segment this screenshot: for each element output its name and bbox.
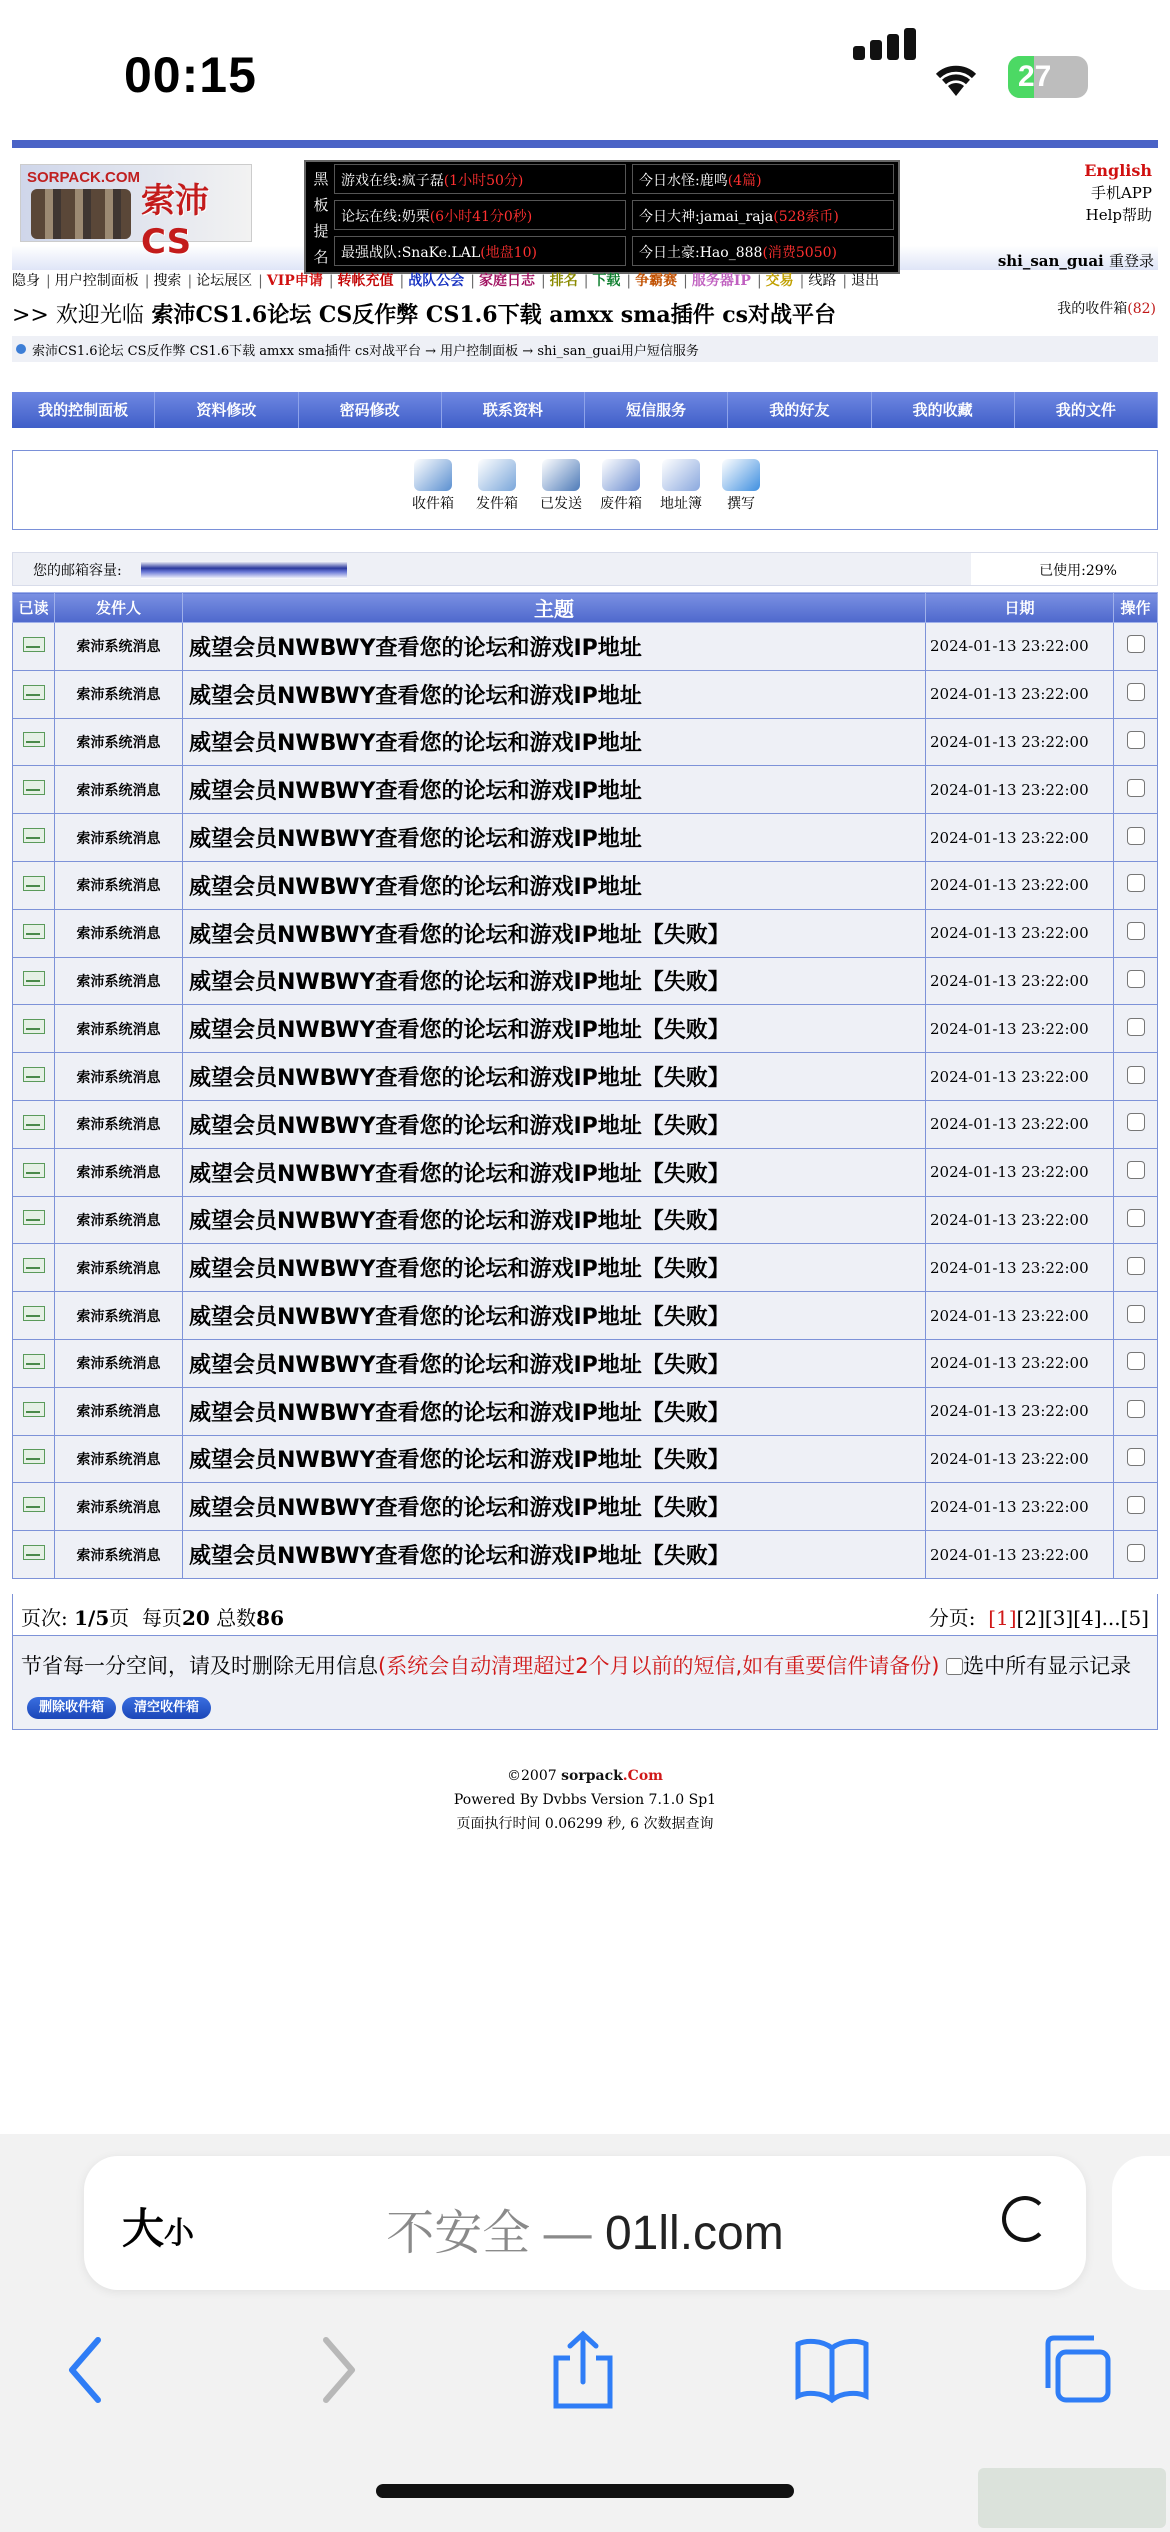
quota-bar bbox=[141, 561, 347, 579]
sender-cell[interactable]: 索沛系统消息 bbox=[55, 766, 183, 814]
row-checkbox[interactable] bbox=[1127, 1305, 1145, 1323]
date-cell: 2024-01-13 23:22:00 bbox=[926, 861, 1114, 909]
wifi-icon bbox=[930, 58, 982, 98]
table-row[interactable] bbox=[13, 1387, 1158, 1435]
table-row[interactable] bbox=[13, 1339, 1158, 1387]
envelope-icon bbox=[23, 637, 45, 652]
message-toolbox bbox=[12, 450, 1158, 530]
date-cell: 2024-01-13 23:22:00 bbox=[926, 957, 1114, 1005]
nav-separator: | bbox=[756, 273, 762, 289]
notice-warning: (系统会自动清理超过2个月以前的短信,如有重要信件请备份) bbox=[378, 1654, 940, 1678]
board-cell[interactable]: 最强战队:SnaKe.LAL(地盘10) bbox=[334, 236, 626, 266]
bookmarks-icon[interactable] bbox=[794, 2330, 870, 2410]
page-ellipsis: ... bbox=[1101, 1606, 1121, 1630]
date-cell: 2024-01-13 23:22:00 bbox=[926, 718, 1114, 766]
page-nav: 分页: [1][2][3][4]...[5] bbox=[928, 1606, 1149, 1630]
read-status-cell bbox=[13, 1244, 55, 1292]
subject-cell[interactable]: 威望会员NWBWY查看您的论坛和游戏IP地址【失败】 bbox=[183, 1244, 926, 1292]
op-cell bbox=[1114, 1100, 1158, 1148]
table-row[interactable] bbox=[13, 861, 1158, 909]
table-row[interactable] bbox=[13, 766, 1158, 814]
tool-label: 废件箱 bbox=[600, 496, 642, 512]
envelope-icon bbox=[23, 1449, 45, 1464]
op-cell bbox=[1114, 1005, 1158, 1053]
forum-nav-links bbox=[12, 270, 1158, 290]
welcome-prefix: >> 欢迎光临 bbox=[12, 303, 144, 328]
row-checkbox[interactable] bbox=[1127, 1209, 1145, 1227]
ios-status-bar bbox=[0, 0, 1170, 140]
table-row[interactable] bbox=[13, 1292, 1158, 1340]
nav-separator: | bbox=[328, 273, 334, 289]
read-status-cell bbox=[13, 1435, 55, 1483]
table-row[interactable] bbox=[13, 718, 1158, 766]
sender-cell[interactable]: 索沛系统消息 bbox=[55, 1100, 183, 1148]
read-status-cell bbox=[13, 1339, 55, 1387]
table-row[interactable] bbox=[13, 1196, 1158, 1244]
op-cell bbox=[1114, 1196, 1158, 1244]
nav-link[interactable]: 论坛展区 bbox=[196, 273, 253, 289]
envelope-icon bbox=[23, 685, 45, 700]
cleanup-notice bbox=[12, 1636, 1158, 1730]
sender-cell[interactable]: 索沛系统消息 bbox=[55, 861, 183, 909]
read-status-cell bbox=[13, 1196, 55, 1244]
quota-label: 您的邮箱容量: bbox=[33, 563, 122, 579]
op-cell bbox=[1114, 1387, 1158, 1435]
address-bar[interactable] bbox=[84, 2156, 1086, 2290]
sender-cell[interactable]: 索沛系统消息 bbox=[55, 1148, 183, 1196]
nav-separator: | bbox=[470, 273, 475, 289]
row-checkbox[interactable] bbox=[1127, 1161, 1145, 1179]
page-link[interactable]: [1] bbox=[988, 1606, 1017, 1630]
select-all-checkbox[interactable] bbox=[946, 1658, 963, 1675]
tool-compose[interactable] bbox=[713, 459, 769, 513]
envelope-icon bbox=[23, 1115, 45, 1130]
tab-item[interactable]: 资料修改 bbox=[155, 392, 298, 428]
date-cell: 2024-01-13 23:22:00 bbox=[926, 814, 1114, 862]
subject-cell[interactable]: 威望会员NWBWY查看您的论坛和游戏IP地址 bbox=[183, 718, 926, 766]
tool-label: 发件箱 bbox=[476, 496, 518, 512]
date-cell: 2024-01-13 23:22:00 bbox=[926, 1148, 1114, 1196]
subject-cell[interactable]: 威望会员NWBWY查看您的论坛和游戏IP地址【失败】 bbox=[183, 1483, 926, 1531]
relogin-link[interactable]: 重登录 bbox=[1108, 252, 1154, 270]
tab-item[interactable]: 我的收藏 bbox=[872, 392, 1015, 428]
subject-cell[interactable]: 威望会员NWBWY查看您的论坛和游戏IP地址【失败】 bbox=[183, 957, 926, 1005]
envelope-icon bbox=[23, 1210, 45, 1225]
message-table bbox=[12, 592, 1158, 1579]
forum-header bbox=[12, 140, 1158, 270]
page-link[interactable]: [3] bbox=[1044, 1606, 1074, 1630]
op-cell bbox=[1114, 1148, 1158, 1196]
date-cell: 2024-01-13 23:22:00 bbox=[926, 1196, 1114, 1244]
col-read: 已读 bbox=[13, 593, 55, 623]
sender-cell[interactable]: 索沛系统消息 bbox=[55, 1005, 183, 1053]
sender-cell[interactable]: 索沛系统消息 bbox=[55, 1339, 183, 1387]
read-status-cell bbox=[13, 1100, 55, 1148]
tool-inbox[interactable] bbox=[405, 459, 461, 513]
table-row[interactable] bbox=[13, 1053, 1158, 1101]
envelope-icon bbox=[23, 924, 45, 939]
page-link[interactable]: [4] bbox=[1073, 1606, 1102, 1630]
read-status-cell bbox=[13, 909, 55, 957]
envelope-icon bbox=[23, 1019, 45, 1034]
blackboard-label: 黑板提名 bbox=[313, 170, 329, 266]
board-cell[interactable]: 今日土豪:Hao_888(消费5050) bbox=[632, 236, 894, 266]
nav-separator: | bbox=[258, 273, 263, 289]
page-summary: 页次: 1/5页 每页20 总数86 bbox=[21, 1606, 285, 1630]
subject-cell[interactable]: 威望会员NWBWY查看您的论坛和游戏IP地址 bbox=[183, 623, 926, 671]
watermark-logo bbox=[978, 2468, 1166, 2528]
inbox-icon bbox=[414, 459, 452, 491]
subject-cell[interactable]: 威望会员NWBWY查看您的论坛和游戏IP地址【失败】 bbox=[183, 1053, 926, 1101]
nav-separator: | bbox=[540, 273, 546, 289]
back-icon[interactable] bbox=[60, 2330, 110, 2410]
envelope-icon bbox=[23, 780, 45, 795]
date-cell: 2024-01-13 23:22:00 bbox=[926, 1100, 1114, 1148]
table-row[interactable] bbox=[13, 1005, 1158, 1053]
nav-link[interactable]: 转帐充值 bbox=[337, 273, 394, 289]
row-checkbox[interactable] bbox=[1127, 1066, 1145, 1084]
forward-icon[interactable] bbox=[314, 2330, 364, 2410]
read-status-cell bbox=[13, 1148, 55, 1196]
nav-separator: | bbox=[842, 273, 848, 289]
sender-cell[interactable]: 索沛系统消息 bbox=[55, 1387, 183, 1435]
envelope-icon bbox=[23, 1354, 45, 1369]
subject-cell[interactable]: 威望会员NWBWY查看您的论坛和游戏IP地址 bbox=[183, 766, 926, 814]
row-checkbox[interactable] bbox=[1127, 922, 1145, 940]
envelope-icon bbox=[23, 732, 45, 747]
nav-link[interactable]: 用户控制面板 bbox=[54, 273, 139, 289]
logo-brand: 索沛CS bbox=[141, 181, 209, 262]
select-all-label[interactable]: 选中所有显示记录 bbox=[963, 1654, 1132, 1678]
tool-label: 已发送 bbox=[540, 496, 582, 512]
nav-link[interactable]: 战队公会 bbox=[408, 273, 465, 289]
compose-icon bbox=[722, 459, 760, 491]
subject-cell[interactable]: 威望会员NWBWY查看您的论坛和游戏IP地址【失败】 bbox=[183, 1196, 926, 1244]
top-right-links bbox=[1084, 160, 1152, 226]
subject-cell[interactable]: 威望会员NWBWY查看您的论坛和游戏IP地址【失败】 bbox=[183, 1005, 926, 1053]
sender-cell[interactable]: 索沛系统消息 bbox=[55, 957, 183, 1005]
board-cell[interactable]: 今日大神:jamai_raja(528索币) bbox=[632, 200, 894, 230]
welcome-banner bbox=[12, 298, 836, 329]
battery-level: 27 bbox=[1018, 60, 1052, 93]
op-cell bbox=[1114, 909, 1158, 957]
footer bbox=[0, 1764, 1170, 1836]
logo-figures bbox=[31, 189, 131, 239]
table-row[interactable] bbox=[13, 670, 1158, 718]
subject-cell[interactable]: 威望会员NWBWY查看您的论坛和游戏IP地址【失败】 bbox=[183, 909, 926, 957]
board-cell[interactable]: 今日水怪:鹿鸣(4篇) bbox=[632, 164, 894, 194]
share-icon[interactable] bbox=[548, 2330, 618, 2410]
read-status-cell bbox=[13, 1531, 55, 1579]
tab-item[interactable]: 联系资料 bbox=[442, 392, 585, 428]
op-cell bbox=[1114, 861, 1158, 909]
nav-link[interactable]: VIP申请 bbox=[266, 273, 323, 289]
username[interactable]: shi_san_guai bbox=[997, 252, 1104, 270]
table-row[interactable] bbox=[13, 1148, 1158, 1196]
read-status-cell bbox=[13, 1292, 55, 1340]
trash-icon bbox=[602, 459, 640, 491]
row-checkbox[interactable] bbox=[1127, 1496, 1145, 1514]
row-checkbox[interactable] bbox=[1127, 683, 1145, 701]
envelope-icon bbox=[23, 1497, 45, 1512]
sender-cell[interactable]: 索沛系统消息 bbox=[55, 1292, 183, 1340]
op-cell bbox=[1114, 957, 1158, 1005]
sender-cell[interactable]: 索沛系统消息 bbox=[55, 1244, 183, 1292]
subject-cell[interactable]: 威望会员NWBWY查看您的论坛和游戏IP地址 bbox=[183, 670, 926, 718]
subject-cell[interactable]: 威望会员NWBWY查看您的论坛和游戏IP地址【失败】 bbox=[183, 1435, 926, 1483]
mailbox-quota bbox=[12, 552, 1158, 586]
tabs-icon[interactable] bbox=[1040, 2330, 1116, 2410]
nav-link[interactable]: 隐身 bbox=[12, 273, 40, 289]
sender-cell[interactable]: 索沛系统消息 bbox=[55, 909, 183, 957]
read-status-cell bbox=[13, 1053, 55, 1101]
table-row[interactable] bbox=[13, 957, 1158, 1005]
subject-cell[interactable]: 威望会员NWBWY查看您的论坛和游戏IP地址【失败】 bbox=[183, 1339, 926, 1387]
nav-separator: | bbox=[799, 273, 805, 289]
control-panel-tabs bbox=[12, 392, 1158, 428]
date-cell: 2024-01-13 23:22:00 bbox=[926, 1435, 1114, 1483]
col-subject: 主题 bbox=[183, 593, 926, 623]
envelope-icon bbox=[23, 828, 45, 843]
next-tab-peek[interactable] bbox=[1112, 2156, 1170, 2290]
date-cell: 2024-01-13 23:22:00 bbox=[926, 909, 1114, 957]
date-cell: 2024-01-13 23:22:00 bbox=[926, 623, 1114, 671]
nav-link[interactable]: 排名 bbox=[549, 273, 578, 289]
pager bbox=[12, 1594, 1158, 1636]
row-checkbox[interactable] bbox=[1127, 970, 1145, 988]
tool-label: 收件箱 bbox=[412, 496, 454, 512]
row-checkbox[interactable] bbox=[1127, 779, 1145, 797]
date-cell: 2024-01-13 23:22:00 bbox=[926, 1531, 1114, 1579]
sender-cell[interactable]: 索沛系统消息 bbox=[55, 1053, 183, 1101]
board-cell[interactable]: 游戏在线:疯子磊(1小时50分) bbox=[334, 164, 626, 194]
date-cell: 2024-01-13 23:22:00 bbox=[926, 1339, 1114, 1387]
read-status-cell bbox=[13, 1387, 55, 1435]
subject-cell[interactable]: 威望会员NWBWY查看您的论坛和游戏IP地址【失败】 bbox=[183, 1531, 926, 1579]
row-checkbox[interactable] bbox=[1127, 635, 1145, 653]
op-cell bbox=[1114, 1531, 1158, 1579]
read-status-cell bbox=[13, 814, 55, 862]
op-cell bbox=[1114, 623, 1158, 671]
col-date: 日期 bbox=[926, 593, 1114, 623]
tab-item[interactable]: 我的控制面板 bbox=[12, 392, 155, 428]
user-bar bbox=[998, 250, 1154, 271]
col-op: 操作 bbox=[1114, 593, 1158, 623]
table-row[interactable] bbox=[13, 1100, 1158, 1148]
url-display[interactable]: 不安全 — 01ll.com bbox=[386, 2207, 784, 2260]
board-cell[interactable]: 论坛在线:奶栗(6小时41分0秒) bbox=[334, 200, 626, 230]
battery-icon bbox=[1008, 56, 1088, 98]
powered-by[interactable]: Powered By Dvbbs Version 7.1.0 Sp1 bbox=[453, 1792, 717, 1808]
page-link[interactable]: [5] bbox=[1120, 1606, 1149, 1630]
subject-cell[interactable]: 威望会员NWBWY查看您的论坛和游戏IP地址【失败】 bbox=[183, 1100, 926, 1148]
help-link[interactable]: Help帮助 bbox=[1085, 206, 1152, 224]
english-link[interactable]: English bbox=[1084, 161, 1152, 180]
copyright: ©2007 sorpack.Com bbox=[507, 1768, 663, 1784]
text-size-button[interactable]: 大小 bbox=[122, 2204, 195, 2253]
op-cell bbox=[1114, 814, 1158, 862]
row-checkbox[interactable] bbox=[1127, 874, 1145, 892]
read-status-cell bbox=[13, 718, 55, 766]
date-cell: 2024-01-13 23:22:00 bbox=[926, 1005, 1114, 1053]
sender-cell[interactable]: 索沛系统消息 bbox=[55, 1483, 183, 1531]
table-row[interactable] bbox=[13, 814, 1158, 862]
nav-separator: | bbox=[187, 273, 193, 289]
exec-time: 页面执行时间 0.06299 秒, 6 次数据查询 bbox=[456, 1816, 714, 1832]
tool-trash[interactable] bbox=[593, 459, 649, 513]
status-time: 00:15 bbox=[124, 47, 257, 103]
read-status-cell bbox=[13, 861, 55, 909]
sender-cell[interactable]: 索沛系统消息 bbox=[55, 814, 183, 862]
row-checkbox[interactable] bbox=[1127, 1448, 1145, 1466]
logo-site: SORPACK.COM bbox=[27, 169, 141, 186]
nav-link[interactable]: 线路 bbox=[808, 273, 837, 289]
read-status-cell bbox=[13, 623, 55, 671]
envelope-icon bbox=[23, 1402, 45, 1417]
read-status-cell bbox=[13, 1005, 55, 1053]
subject-cell[interactable]: 威望会员NWBWY查看您的论坛和游戏IP地址【失败】 bbox=[183, 1292, 926, 1340]
date-cell: 2024-01-13 23:22:00 bbox=[926, 1292, 1114, 1340]
inbox-count[interactable]: 我的收件箱(82) bbox=[1057, 301, 1156, 317]
sender-cell[interactable]: 索沛系统消息 bbox=[55, 1531, 183, 1579]
op-cell bbox=[1114, 1483, 1158, 1531]
envelope-icon bbox=[23, 1545, 45, 1560]
read-status-cell bbox=[13, 670, 55, 718]
date-cell: 2024-01-13 23:22:00 bbox=[926, 1053, 1114, 1101]
table-row[interactable] bbox=[13, 1531, 1158, 1579]
notice-text: 节省每一分空间，请及时删除无用信息 bbox=[21, 1654, 378, 1678]
op-cell bbox=[1114, 1435, 1158, 1483]
row-checkbox[interactable] bbox=[1127, 1400, 1145, 1418]
mobile-app-link[interactable]: 手机APP bbox=[1090, 184, 1152, 202]
tool-outbox[interactable] bbox=[469, 459, 525, 513]
tool-label: 撰写 bbox=[727, 496, 755, 512]
subject-cell[interactable]: 威望会员NWBWY查看您的论坛和游戏IP地址 bbox=[183, 861, 926, 909]
tab-item[interactable]: 短信服务 bbox=[585, 392, 728, 428]
envelope-icon bbox=[23, 1163, 45, 1178]
op-cell bbox=[1114, 1292, 1158, 1340]
sender-cell[interactable]: 索沛系统消息 bbox=[55, 1435, 183, 1483]
table-row[interactable] bbox=[13, 1435, 1158, 1483]
op-cell bbox=[1114, 766, 1158, 814]
nav-link[interactable]: 退出 bbox=[851, 273, 880, 289]
table-row[interactable] bbox=[13, 623, 1158, 671]
row-checkbox[interactable] bbox=[1127, 827, 1145, 845]
tab-item[interactable]: 密码修改 bbox=[299, 392, 442, 428]
bullet-icon bbox=[16, 344, 26, 354]
envelope-icon bbox=[23, 1258, 45, 1273]
tool-address-book[interactable] bbox=[653, 459, 709, 513]
subject-cell[interactable]: 威望会员NWBWY查看您的论坛和游戏IP地址【失败】 bbox=[183, 1387, 926, 1435]
table-row[interactable] bbox=[13, 909, 1158, 957]
nav-separator: | bbox=[399, 273, 405, 289]
read-status-cell bbox=[13, 1483, 55, 1531]
quota-used: 已使用:29% bbox=[971, 553, 1157, 585]
op-cell bbox=[1114, 718, 1158, 766]
read-status-cell bbox=[13, 766, 55, 814]
nav-separator: | bbox=[144, 273, 150, 289]
outbox-icon bbox=[478, 459, 516, 491]
sent-icon bbox=[542, 459, 580, 491]
tool-sent[interactable] bbox=[533, 459, 589, 513]
row-checkbox[interactable] bbox=[1127, 1352, 1145, 1370]
envelope-icon bbox=[23, 1306, 45, 1321]
date-cell: 2024-01-13 23:22:00 bbox=[926, 670, 1114, 718]
nav-separator: | bbox=[626, 273, 632, 289]
read-status-cell bbox=[13, 957, 55, 1005]
tab-item[interactable]: 我的文件 bbox=[1015, 392, 1158, 428]
nav-link[interactable]: 家庭日志 bbox=[478, 273, 535, 289]
date-cell: 2024-01-13 23:22:00 bbox=[926, 1244, 1114, 1292]
nav-separator: | bbox=[46, 273, 51, 289]
row-checkbox[interactable] bbox=[1127, 1018, 1145, 1036]
op-cell bbox=[1114, 1244, 1158, 1292]
row-checkbox[interactable] bbox=[1127, 1257, 1145, 1275]
delete-inbox-button[interactable]: 删除收件箱 bbox=[27, 1697, 116, 1719]
forum-title[interactable]: 索沛CS1.6论坛 CS反作弊 CS1.6下载 amxx sma插件 cs对战平台 bbox=[151, 302, 837, 328]
breadcrumb-text[interactable]: 索沛CS1.6论坛 CS反作弊 CS1.6下载 amxx sma插件 cs对战平台 → 用户控制面板 → shi_san_guai用户短信服务 bbox=[32, 344, 699, 359]
nav-link[interactable]: 下载 bbox=[592, 273, 621, 289]
row-checkbox[interactable] bbox=[1127, 1113, 1145, 1131]
sender-cell[interactable]: 索沛系统消息 bbox=[55, 623, 183, 671]
nav-link[interactable]: 交易 bbox=[765, 273, 794, 289]
home-indicator bbox=[376, 2484, 794, 2498]
op-cell bbox=[1114, 1339, 1158, 1387]
row-checkbox[interactable] bbox=[1127, 1544, 1145, 1562]
date-cell: 2024-01-13 23:22:00 bbox=[926, 766, 1114, 814]
sender-cell[interactable]: 索沛系统消息 bbox=[55, 1196, 183, 1244]
nav-link[interactable]: 争霸赛 bbox=[635, 273, 678, 289]
envelope-icon bbox=[23, 971, 45, 986]
date-cell: 2024-01-13 23:22:00 bbox=[926, 1387, 1114, 1435]
op-cell bbox=[1114, 1053, 1158, 1101]
tool-label: 地址簿 bbox=[660, 496, 702, 512]
row-checkbox[interactable] bbox=[1127, 731, 1145, 749]
clear-inbox-button[interactable]: 清空收件箱 bbox=[122, 1697, 211, 1719]
op-cell bbox=[1114, 670, 1158, 718]
sender-cell[interactable]: 索沛系统消息 bbox=[55, 670, 183, 718]
page-link[interactable]: [2] bbox=[1016, 1606, 1045, 1630]
table-row[interactable] bbox=[13, 1483, 1158, 1531]
subject-cell[interactable]: 威望会员NWBWY查看您的论坛和游戏IP地址 bbox=[183, 814, 926, 862]
col-sender: 发件人 bbox=[55, 593, 183, 623]
reload-icon[interactable] bbox=[1002, 2196, 1048, 2242]
nav-link[interactable]: 搜索 bbox=[153, 273, 182, 289]
envelope-icon bbox=[23, 876, 45, 891]
breadcrumb bbox=[12, 336, 1158, 362]
sender-cell[interactable]: 索沛系统消息 bbox=[55, 718, 183, 766]
address-book-icon bbox=[662, 459, 700, 491]
blackboard bbox=[304, 160, 900, 274]
subject-cell[interactable]: 威望会员NWBWY查看您的论坛和游戏IP地址【失败】 bbox=[183, 1148, 926, 1196]
date-cell: 2024-01-13 23:22:00 bbox=[926, 1483, 1114, 1531]
nav-separator: | bbox=[683, 273, 688, 289]
site-logo[interactable] bbox=[20, 164, 252, 262]
envelope-icon bbox=[23, 1067, 45, 1082]
table-row[interactable] bbox=[13, 1244, 1158, 1292]
nav-separator: | bbox=[583, 273, 589, 289]
tab-item[interactable]: 我的好友 bbox=[728, 392, 871, 428]
nav-link[interactable]: 服务器IP bbox=[691, 273, 751, 289]
